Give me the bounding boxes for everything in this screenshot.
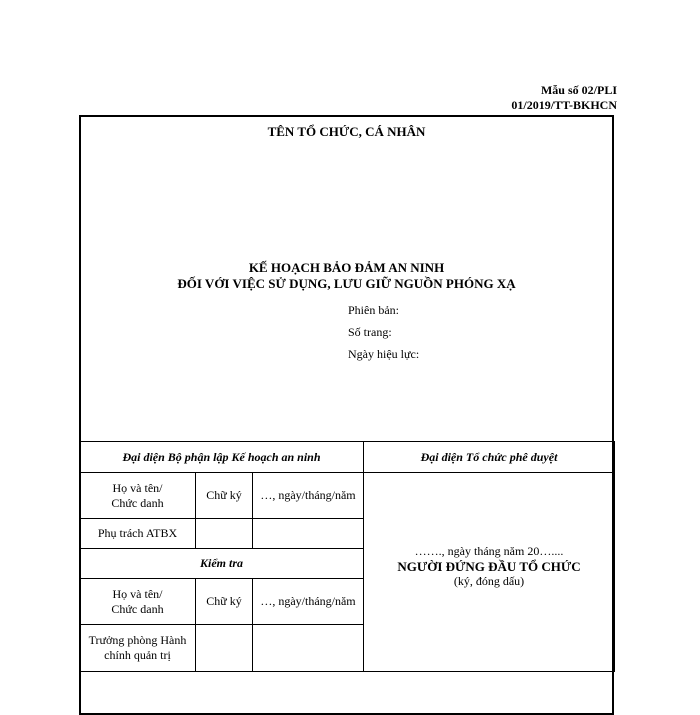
check-date-label: …, ngày/tháng/năm — [253, 579, 364, 625]
check-name-title-cell — [80, 579, 196, 625]
signature-table — [79, 441, 615, 672]
check-name-title-line1: Họ và tên/ — [112, 586, 163, 601]
check-signature-label: Chữ ký — [196, 579, 253, 625]
atbx-label: Phụ trách ATBX — [80, 519, 196, 549]
plan-title-line1: KẾ HOẠCH BẢO ĐẢM AN NINH — [248, 260, 445, 275]
name-title-line2: Chức danh — [111, 495, 164, 510]
name-title-line1: Họ và tên/ — [112, 480, 163, 495]
pages-label: Số trang: — [348, 325, 392, 339]
atbx-signature-cell — [196, 519, 253, 549]
admin-label-line2: chính quản trị — [104, 648, 171, 662]
signature-label: Chữ ký — [196, 473, 253, 519]
admin-label-cell — [80, 625, 196, 672]
plan-title-line2: ĐỐI VỚI VIỆC SỬ DỤNG, LƯU GIỮ NGUỒN PHÓNG XẠ — [177, 276, 516, 291]
check-name-title-line2: Chức danh — [111, 601, 164, 616]
admin-label-line1: Trưởng phòng Hành — [88, 633, 187, 647]
effective-date-label: Ngày hiệu lực: — [348, 347, 420, 361]
name-title-cell — [80, 473, 196, 519]
approve-note: (ký, đóng dấu) — [453, 573, 525, 588]
document-meta — [348, 299, 419, 365]
atbx-date-cell — [253, 519, 364, 549]
admin-signature-cell — [196, 625, 253, 672]
approve-date: ……., ngày tháng năm 20….... — [414, 543, 564, 558]
approve-role: NGƯỜI ĐỨNG ĐẦU TỔ CHỨC — [397, 558, 581, 574]
right-header: Đại diện Tổ chức phê duyệt — [364, 442, 615, 473]
approval-cell — [364, 473, 615, 672]
document-frame — [79, 115, 614, 715]
form-code-line1: Mẫu số 02/PLI — [540, 83, 617, 97]
left-header: Đại diện Bộ phận lập Kế hoạch an ninh — [80, 442, 364, 473]
org-name: TÊN TỔ CHỨC, CÁ NHÂN — [267, 124, 426, 139]
form-code-line2: 01/2019/TT-BKHCN — [511, 98, 617, 112]
admin-date-cell — [253, 625, 364, 672]
form-code — [511, 83, 617, 113]
version-label: Phiên bản: — [348, 303, 399, 317]
date-label: …, ngày/tháng/năm — [253, 473, 364, 519]
check-header: Kiểm tra — [80, 549, 364, 579]
plan-title — [81, 260, 612, 292]
